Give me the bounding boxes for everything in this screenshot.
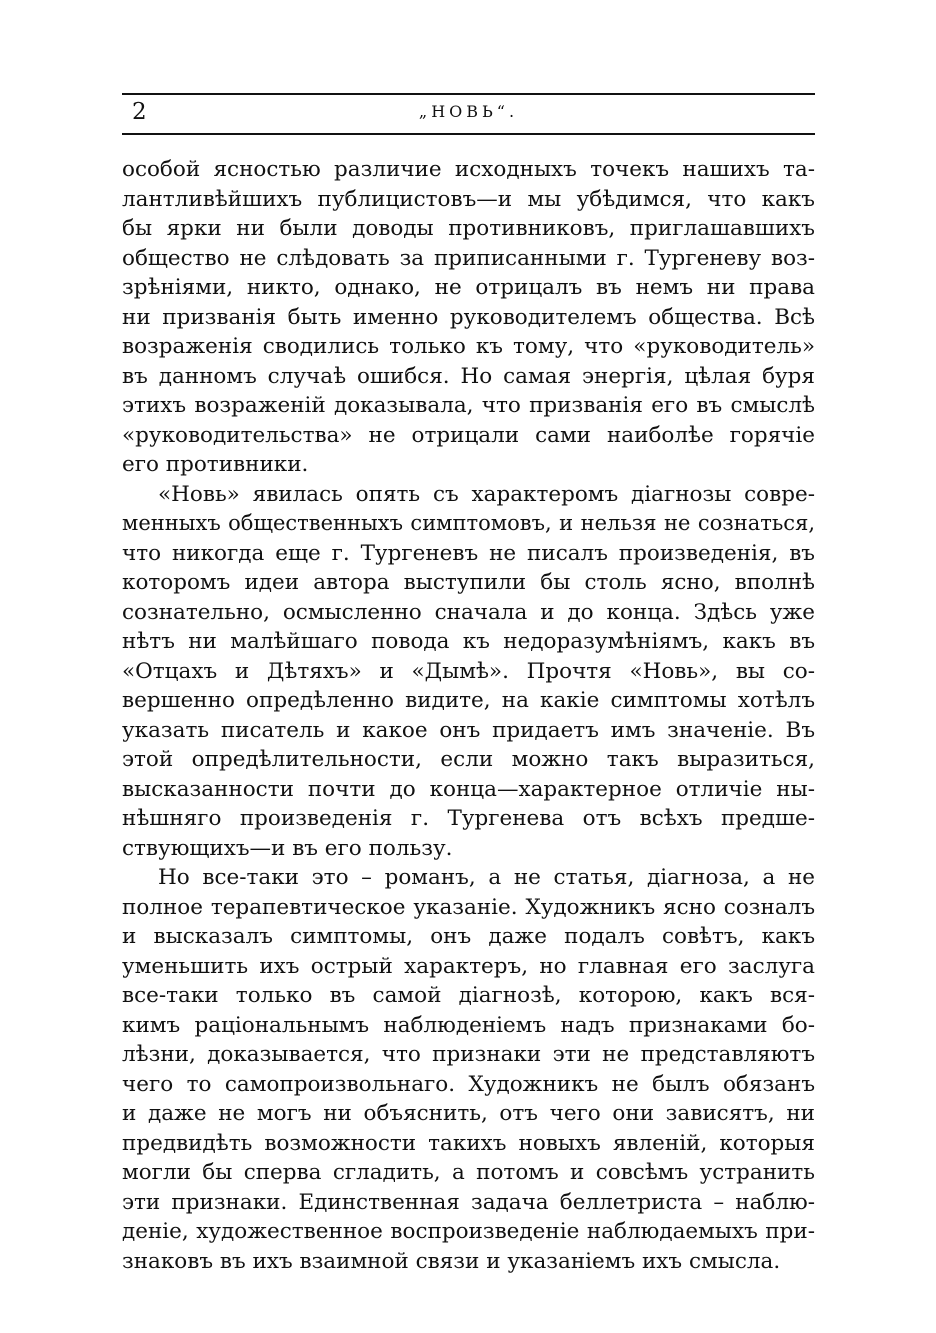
text-line: зрѣніями, никто, однако, не отрицалъ въ немъ ни права	[122, 275, 815, 300]
text-line: высказанности почти до конца—характерное отличіе ны-	[122, 776, 815, 802]
text-line: предвидѣть возможности такихъ новыхъ явленій, которыя	[122, 1130, 815, 1156]
text-line: знаковъ въ ихъ взаимной связи и указаніемъ ихъ смысла.	[122, 1248, 781, 1274]
text-line: Но все-таки это – романъ, а не статья, діагноза, а не	[158, 865, 815, 890]
text-line: которомъ идеи автора выступили бы столь ясно, вполнѣ	[122, 570, 815, 595]
text-line: все-таки только въ самой діагнозѣ, которою, какъ вся-	[122, 983, 815, 1008]
text-line: эти признаки. Единственная задача беллетриста – наблю-	[122, 1189, 815, 1215]
text-line: и высказалъ симптомы, онъ даже подалъ совѣтъ, какъ	[122, 924, 815, 949]
header-bottom-rule	[122, 133, 815, 135]
text-line: ствующихъ—и въ его пользу.	[122, 835, 453, 861]
text-line: его противники.	[122, 452, 309, 477]
text-line: общество не слѣдовать за приписанными г. Тургеневу воз-	[122, 245, 815, 271]
text-line: могли бы сперва сгладить, а потомъ и совсѣмъ устранить	[122, 1160, 815, 1185]
text-line: этихъ возраженій доказывала, что призванія его въ смыслѣ	[122, 393, 815, 418]
text-line: нѣшняго произведенія г. Тургенева отъ всѣхъ предше-	[122, 806, 815, 831]
text-line: «руководительства» не отрицали сами наиболѣе горячіе	[122, 422, 815, 448]
page-header	[122, 96, 815, 130]
text-line: сознательно, осмысленно сначала и до конца. Здѣсь уже	[122, 599, 815, 625]
text-line: этой опредѣлительности, если можно такъ выразиться,	[122, 747, 815, 772]
text-line: деніе, художественное воспроизведеніе наблюдаемыхъ при-	[122, 1219, 815, 1244]
text-line: «Отцахъ и Дѣтяхъ» и «Дымѣ». Прочтя «Новь», вы со-	[122, 658, 815, 684]
running-title: „НОВЬ“.	[418, 102, 519, 121]
text-line: лантливѣйшихъ публицистовъ—и мы убѣдимся, что какъ	[122, 186, 815, 212]
text-line: менныхъ общественныхъ симптомовъ, и нельзя не сознаться,	[122, 511, 815, 535]
text-line: ни призванія быть именно руководителемъ общества. Всѣ	[122, 304, 815, 330]
text-line: указать писатель и какое онъ придаетъ имъ значеніе. Въ	[122, 717, 815, 743]
text-line: бы ярки ни были доводы противниковъ, приглашавшихъ	[122, 216, 815, 241]
body-text	[122, 155, 815, 1276]
page-number: 2	[132, 99, 147, 125]
text-line: возраженія сводились только къ тому, что «руководитель»	[122, 334, 815, 359]
text-line: вершенно опредѣленно видите, на какіе симптомы хотѣлъ	[122, 688, 815, 713]
text-line: что никогда еще г. Тургеневъ не писалъ произведенія, въ	[122, 540, 815, 566]
text-line: чего то самопроизвольнаго. Художникъ не былъ обязанъ	[122, 1071, 815, 1097]
text-line: «Новь» явилась опять съ характеромъ діагнозы совре-	[158, 481, 815, 507]
text-line: уменьшить ихъ острый характеръ, но главная его заслуга	[122, 953, 815, 979]
text-line: въ данномъ случаѣ ошибся. Но самая энергія, цѣлая буря	[122, 363, 815, 389]
text-line: нѣтъ ни малѣйшаго повода къ недоразумѣніямъ, какъ въ	[122, 629, 815, 654]
text-line: кимъ раціональнымъ наблюденіемъ надъ признаками бо-	[122, 1012, 815, 1038]
text-line: полное терапевтическое указаніе. Художникъ ясно созналъ	[122, 894, 815, 920]
header-top-rule	[122, 93, 815, 95]
text-line: и даже не могъ ни объяснить, отъ чего они зависятъ, ни	[122, 1101, 815, 1126]
text-line: особой ясностью различие исходныхъ точекъ нашихъ та-	[122, 157, 815, 182]
text-line: лѣзни, доказывается, что признаки эти не представляютъ	[122, 1042, 815, 1067]
